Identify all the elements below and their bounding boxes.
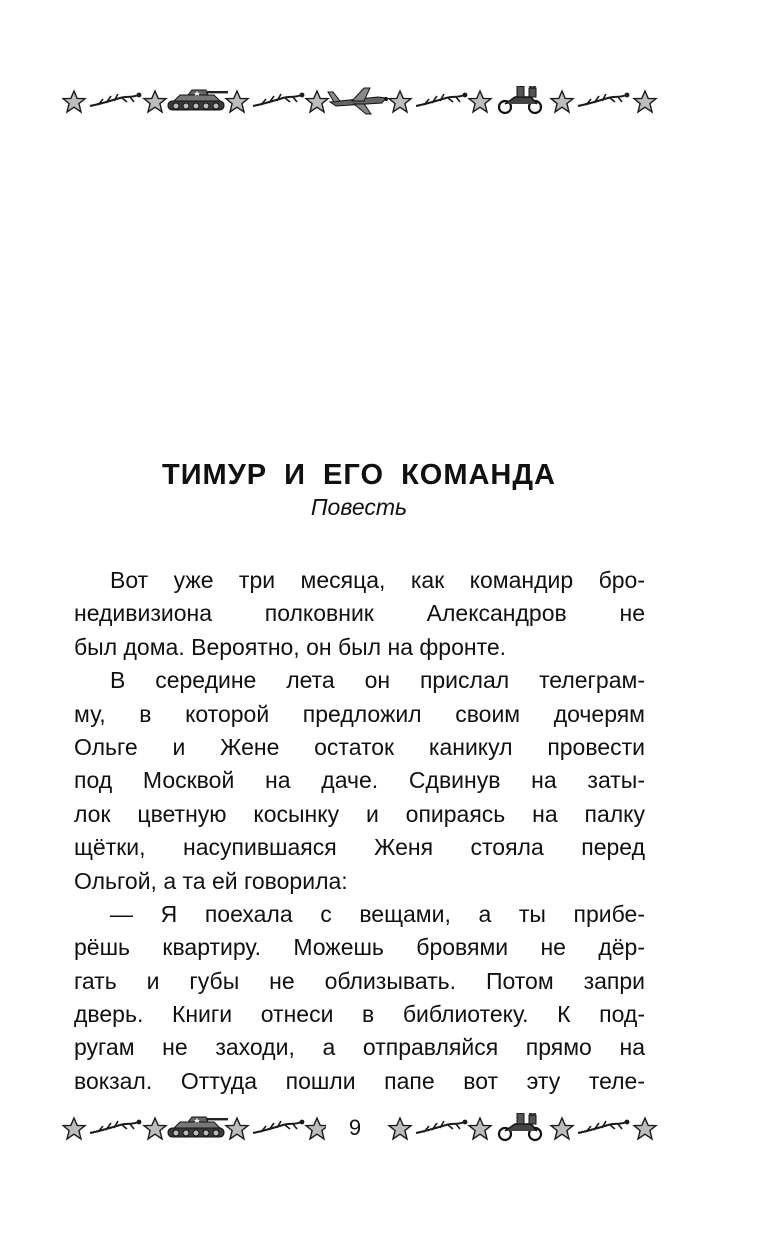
text-line: Вот уже три месяца, как командир бро- [110,567,645,593]
ornament-svg [62,86,658,116]
top-ornament-band [62,86,658,116]
text-line: щётки, насупившаяся Женя стояла перед [74,834,645,861]
chapter-subtitle: Повесть [310,494,408,520]
text-line: му, в которой предложил своим дочерям [74,700,645,727]
text-line: гать и губы не облизывать. Потом запри [74,967,645,994]
text-line: дверь. Книги отнеси в библиотеку. К под- [74,1001,645,1028]
text-line: лок цветную косынку и опираясь на палку [74,800,645,827]
chapter-title: ТИМУР И ЕГО КОМАНДА [162,459,556,492]
body-text [74,564,645,1098]
text-line: недивизиона полковник Александров не [74,600,645,627]
text-line: — Я поехала с вещами, а ты прибе- [110,900,645,927]
text-line: под Москвой на даче. Сдвинув на заты- [74,767,645,794]
text-line: Ольге и Жене остаток каникул провести [74,733,645,760]
text-line: вокзал. Оттуда пошли папе вот эту теле- [74,1067,645,1094]
text-line: В середине лета он прислал телеграм- [110,667,645,694]
text-line: ругам не заходи, а отправляйся прямо на [74,1034,645,1061]
text-line: был дома. Вероятно, он был на фронте. [74,633,507,660]
page-number: 9 [326,1113,384,1143]
text-line: рёшь квартиру. Можешь бровями не дёр- [74,934,645,961]
text-line: Ольгой, а та ей говорила: [74,867,348,894]
